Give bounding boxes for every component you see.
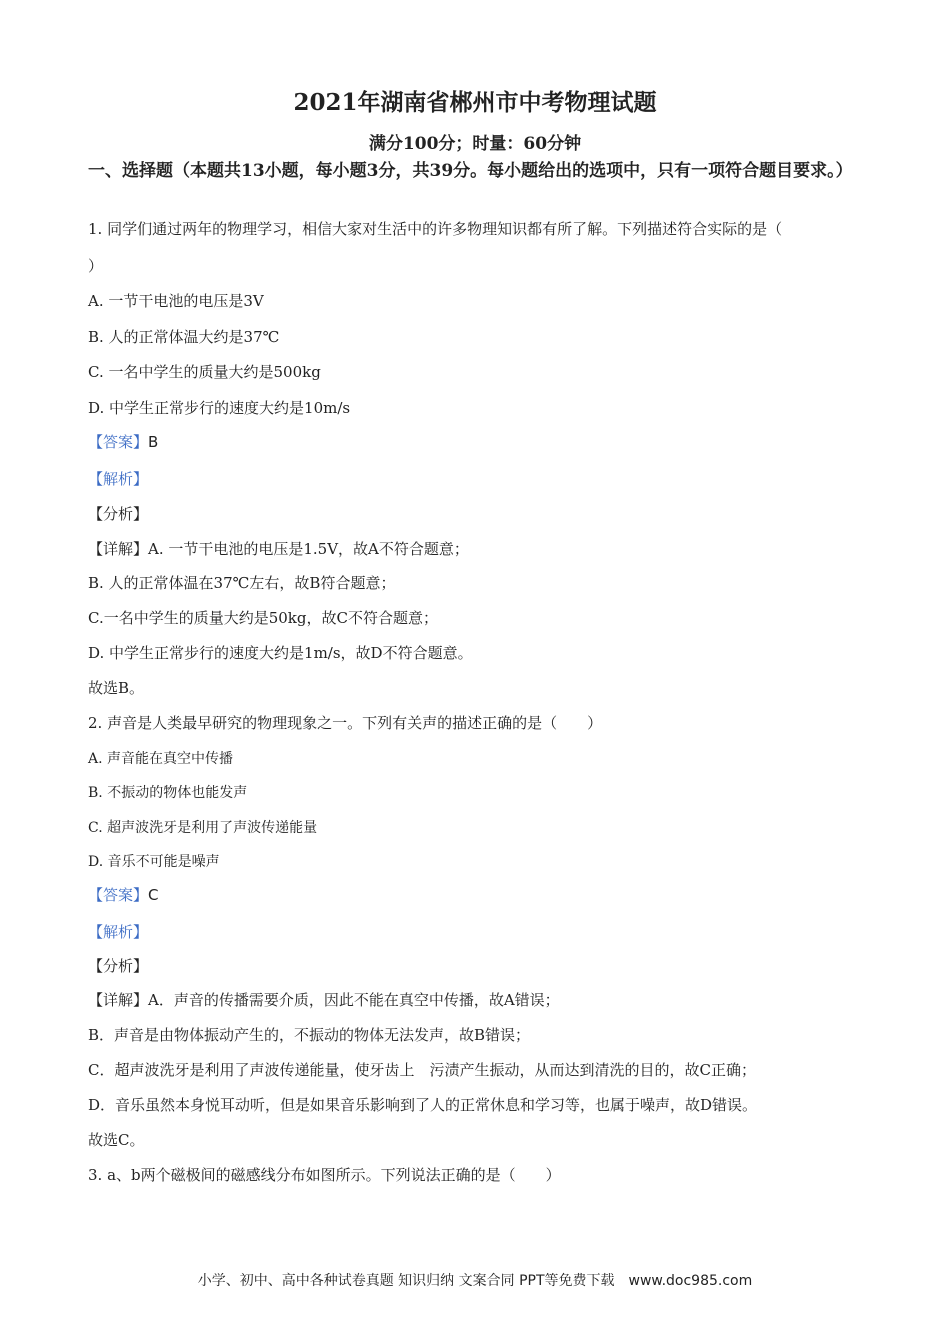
q2-option-c: C. 超声波洗牙是利用了声波传递能量: [88, 820, 318, 836]
q1-stem-line1: 1. 同学们通过两年的物理学习，相信大家对生活中的许多物理知识都有所了解。下列描述符合实际的是（: [88, 220, 783, 238]
q1-option-b: B. 人的正常体温大约是37℃: [88, 328, 280, 346]
q3-stem: 3. a、b两个磁极间的磁感线分布如图所示。下列说法正确的是（ ）: [88, 1166, 561, 1184]
q2-stem: 2. 声音是人类最早研究的物理现象之一。下列有关声的描述正确的是（ ）: [88, 714, 603, 732]
q2-analysis-label: 【解析】: [88, 923, 149, 941]
q1-detail-2: B. 人的正常体温在37℃左右，故B符合题意；: [88, 574, 396, 592]
q1-option-a: A. 一节干电池的电压是3V: [88, 292, 264, 310]
q2-option-d: D. 音乐不可能是噪声: [88, 854, 220, 870]
answer-label: 【答案】: [88, 433, 149, 451]
section-heading: 一、选择题（本题共13小题，每小题3分，共39分。每小题给出的选项中，只有一项符合题目要求。）: [88, 161, 853, 181]
q1-analysis-label: 【解析】: [88, 470, 149, 488]
q2-option-a: A. 声音能在真空中传播: [88, 751, 234, 767]
q2-answer: [88, 884, 159, 905]
q2-fenxi: 【分析】: [88, 957, 149, 975]
q1-detail-5: 故选B。: [88, 679, 145, 697]
q1-option-d: D. 中学生正常步行的速度大约是10m/s: [88, 399, 351, 417]
q1-answer: [88, 431, 158, 452]
q2-detail-1: 【详解】A．声音的传播需要介质，因此不能在真空中传播，故A错误；: [88, 991, 560, 1009]
q1-option-c: C. 一名中学生的质量大约是500kg: [88, 363, 321, 381]
page-footer: 小学、初中、高中各种试卷真题 知识归纳 文案合同 PPT等免费下载 www.doc985.com: [197, 1273, 753, 1289]
q1-detail-4: D. 中学生正常步行的速度大约是1m/s，故D不符合题意。: [88, 644, 473, 662]
q1-detail-1: 【详解】A. 一节干电池的电压是1.5V，故A不符合题意；: [88, 540, 469, 558]
q2-detail-4: D．音乐虽然本身悦耳动听，但是如果音乐影响到了人的正常休息和学习等，也属于噪声，故D错误。: [88, 1096, 758, 1114]
q2-detail-3: C．超声波洗牙是利用了声波传递能量，使牙齿上 污渍产生振动，从而达到清洗的目的，故C正确；: [88, 1061, 756, 1079]
page-title: 2021年湖南省郴州市中考物理试题: [293, 89, 657, 116]
q1-stem-line2: ）: [88, 257, 104, 275]
answer-value: B: [148, 433, 159, 451]
page-subtitle: 满分100分；时量：60分钟: [368, 134, 582, 154]
q1-detail-3: C.一名中学生的质量大约是50kg，故C不符合题意；: [88, 609, 438, 627]
q2-detail-5: 故选C。: [88, 1131, 145, 1149]
answer-label: 【答案】: [88, 886, 149, 904]
q2-option-b: B. 不振动的物体也能发声: [88, 785, 248, 801]
answer-value: C: [148, 886, 159, 904]
q2-detail-2: B．声音是由物体振动产生的，不振动的物体无法发声，故B错误；: [88, 1026, 531, 1044]
q1-fenxi: 【分析】: [88, 505, 149, 523]
